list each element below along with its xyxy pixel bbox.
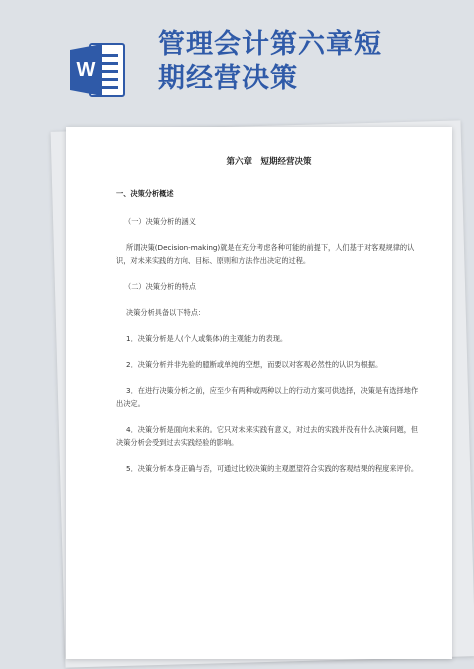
word-logo-letter: W (76, 59, 96, 81)
section-heading: 一、决策分析概述 (116, 189, 174, 198)
word-document-icon (68, 40, 128, 100)
banner-title-line-1: 管理会计第六章短 (158, 29, 382, 60)
banner-title-line-2: 期经营决策 (158, 63, 298, 94)
document-content (116, 156, 422, 488)
list-item: 4．决策分析是面向未来的。它只对未来实践有意义，对过去的实践并没有什么决策问题，但决策分析会受到过去实践经验的影响。 (116, 425, 419, 447)
paragraph: 决策分析具备以下特点： (126, 308, 206, 317)
subsection-heading: （二）决策分析的特点 (124, 282, 196, 291)
document-page (66, 127, 452, 659)
subsection-heading: （一）决策分析的涵义 (124, 217, 196, 226)
list-item: 5．决策分析本身正确与否，可通过比较决策的主观愿望符合实践的客观结果的程度来评价。 (126, 464, 419, 473)
document-title: 第六章 短期经营决策 (226, 157, 312, 167)
banner-title (158, 28, 458, 96)
list-item: 1．决策分析是人(个人或集体)的主观能力的表现。 (126, 334, 288, 343)
list-item: 3．在进行决策分析之前，应至少有两种或两种以上的行动方案可供选择，决策是有选择地作出决定。 (116, 386, 419, 408)
list-item: 2．决策分析并非先验的臆断或单纯的空想，而要以对客观必然性的认识为根据。 (126, 360, 383, 369)
banner (0, 0, 474, 120)
paragraph: 所谓决策(Decision-making)就是在充分考虑各种可能的前提下，人们基于对客观规律的认识，对未来实践的方向、目标、原则和方法作出决定的过程。 (116, 243, 415, 265)
